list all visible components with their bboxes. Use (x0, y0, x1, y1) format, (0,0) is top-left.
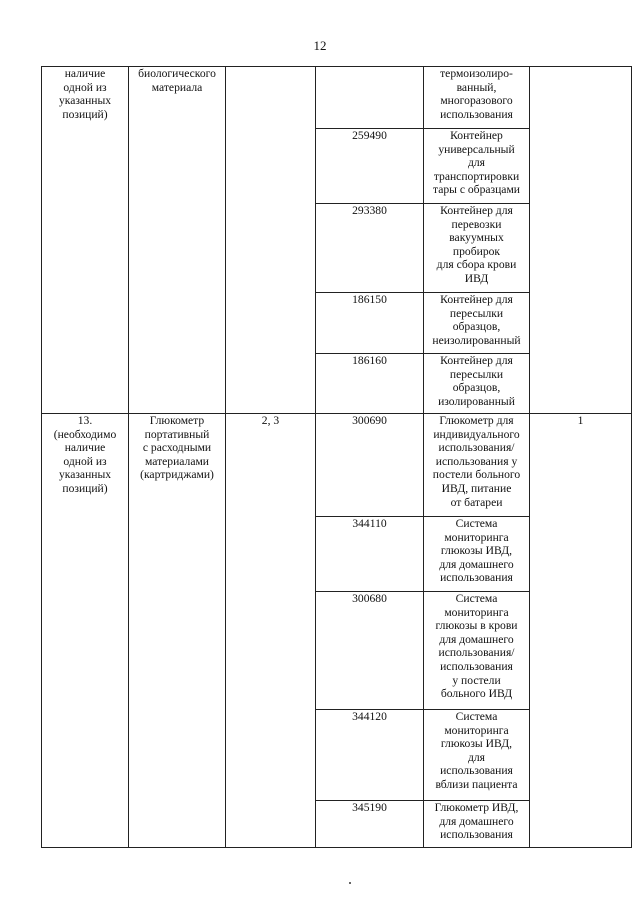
code-cell: 300680 (316, 592, 424, 710)
position-number-cell: 13. (необходимо наличие одной из указанных позиций) (42, 414, 129, 848)
code-cell: 344110 (316, 517, 424, 592)
description-cell: Система мониторинга глюкозы ИВД, для домашнего использования (424, 517, 530, 592)
code-cell: 186160 (316, 354, 424, 414)
code-cell: 293380 (316, 204, 424, 293)
table-row (42, 414, 632, 517)
code-cell: 344120 (316, 710, 424, 801)
code-cell (316, 67, 424, 129)
class-cell (226, 67, 316, 414)
code-cell: 300690 (316, 414, 424, 517)
description-cell: Система мониторинга глюкозы ИВД, для использования вблизи пациента (424, 710, 530, 801)
code-cell: 345190 (316, 801, 424, 848)
class-cell: 2, 3 (226, 414, 316, 848)
position-name-cell: биологического материала (129, 67, 226, 414)
description-cell: Система мониторинга глюкозы в крови для домашнего использования/ использования у постели больного ИВД (424, 592, 530, 710)
medical-equipment-table (41, 66, 632, 848)
quantity-cell (530, 67, 632, 414)
description-cell: Контейнер для перевозки вакуумных пробирок для сбора крови ИВД (424, 204, 530, 293)
code-cell: 186150 (316, 293, 424, 354)
description-cell: термоизолиро- ванный, многоразового использования (424, 67, 530, 129)
scan-dot (349, 882, 351, 884)
page-number: 12 (313, 38, 327, 53)
description-cell: Контейнер для пересылки образцов, изолированный (424, 354, 530, 414)
description-cell: Глюкометр ИВД, для домашнего использования (424, 801, 530, 848)
quantity-cell: 1 (530, 414, 632, 848)
description-cell: Контейнер для пересылки образцов, неизолированный (424, 293, 530, 354)
position-number-cell: наличие одной из указанных позиций) (42, 67, 129, 414)
description-cell: Глюкометр для индивидуального использования/ использования у постели больного ИВД, питание от батареи (424, 414, 530, 517)
position-name-cell: Глюкометр портативный с расходными материалами (картриджами) (129, 414, 226, 848)
description-cell: Контейнер универсальный для транспортировки тары с образцами (424, 129, 530, 204)
code-cell: 259490 (316, 129, 424, 204)
table-row (42, 67, 632, 129)
